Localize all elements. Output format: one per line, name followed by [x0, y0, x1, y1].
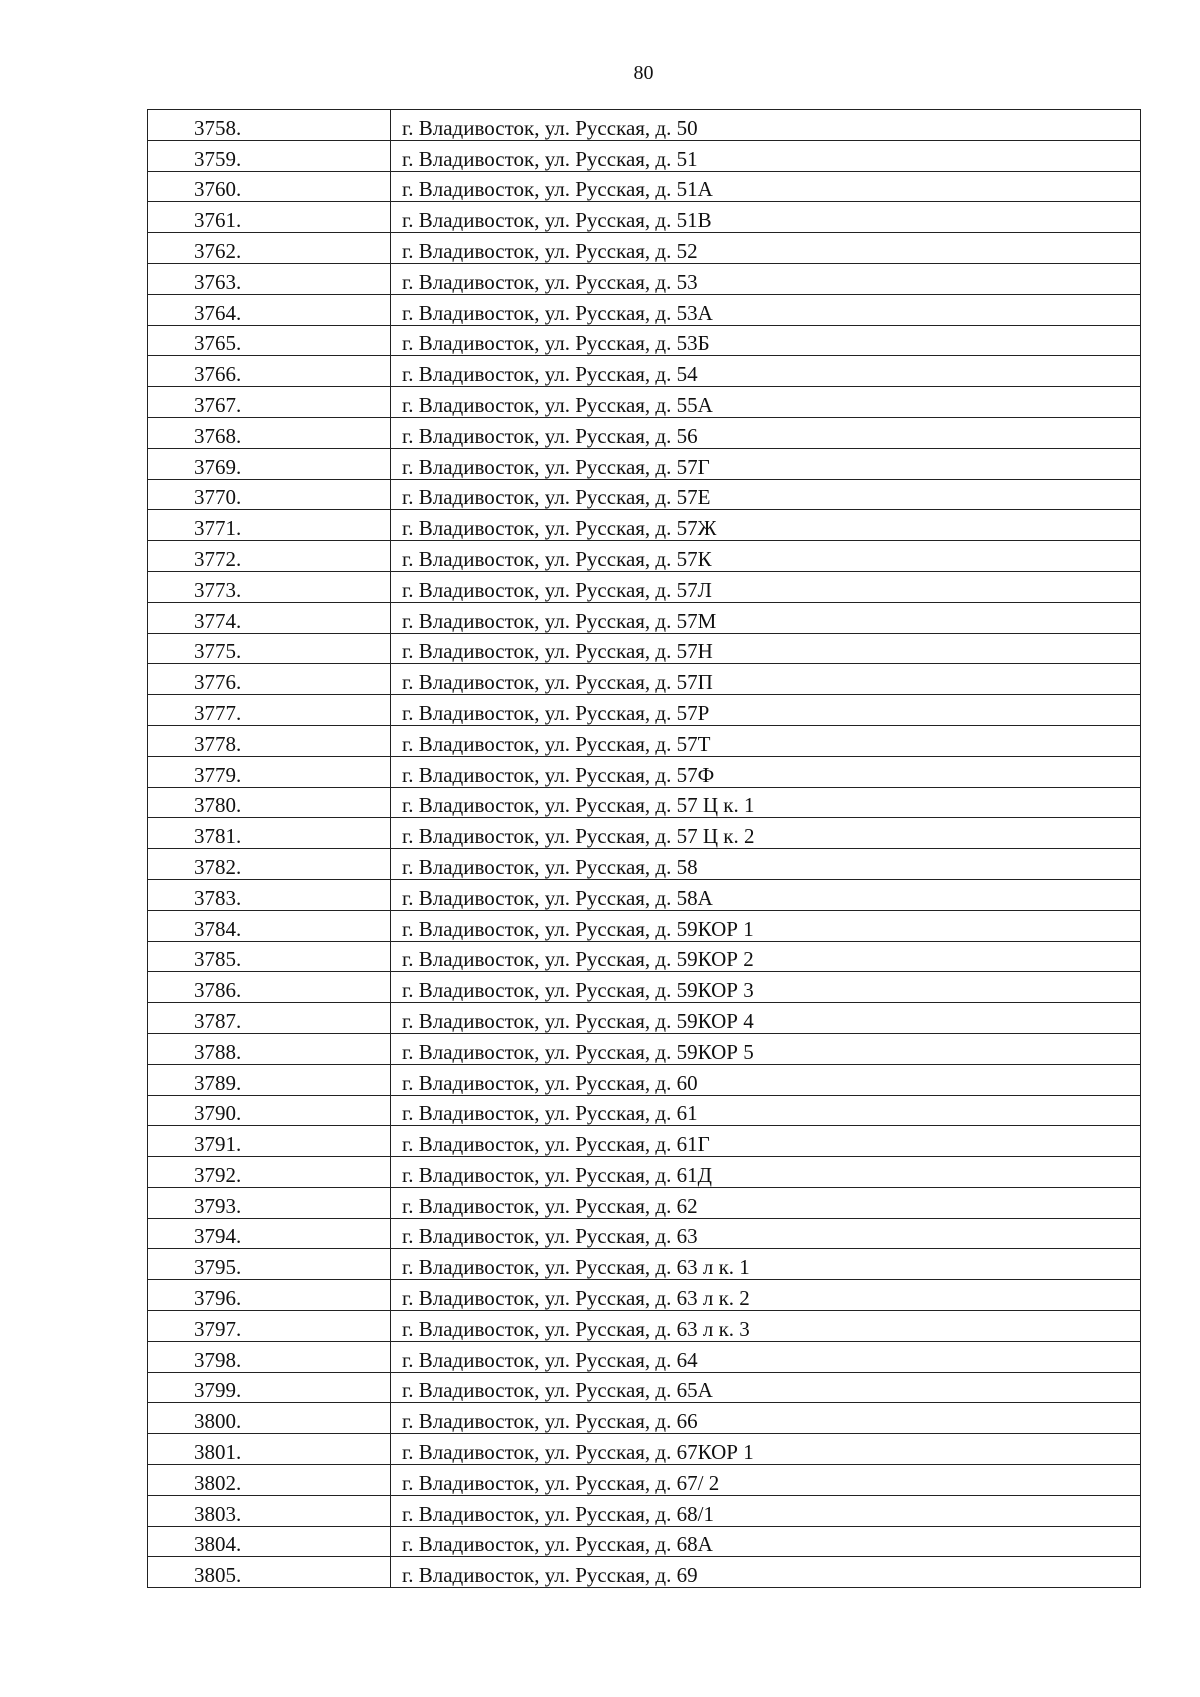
row-number-cell: 3765. [148, 325, 391, 356]
row-number-cell: 3784. [148, 910, 391, 941]
address-cell: г. Владивосток, ул. Русская, д. 64 [391, 1341, 1141, 1372]
table-row [148, 510, 1141, 541]
row-number-cell: 3792. [148, 1157, 391, 1188]
row-number-cell: 3803. [148, 1495, 391, 1526]
table-row [148, 972, 1141, 1003]
row-number-cell: 3780. [148, 787, 391, 818]
row-number-cell: 3802. [148, 1465, 391, 1496]
table-row [148, 448, 1141, 479]
address-cell: г. Владивосток, ул. Русская, д. 59КОР 2 [391, 941, 1141, 972]
address-cell: г. Владивосток, ул. Русская, д. 65А [391, 1372, 1141, 1403]
table-row [148, 1033, 1141, 1064]
table-row [148, 1557, 1141, 1588]
address-cell: г. Владивосток, ул. Русская, д. 57Р [391, 695, 1141, 726]
row-number-cell: 3801. [148, 1434, 391, 1465]
address-cell: г. Владивосток, ул. Русская, д. 54 [391, 356, 1141, 387]
table-row [148, 941, 1141, 972]
address-table-body [148, 110, 1141, 1588]
row-number-cell: 3785. [148, 941, 391, 972]
address-cell: г. Владивосток, ул. Русская, д. 57К [391, 541, 1141, 572]
table-row [148, 1372, 1141, 1403]
row-number-cell: 3759. [148, 140, 391, 171]
row-number-cell: 3779. [148, 756, 391, 787]
address-cell: г. Владивосток, ул. Русская, д. 52 [391, 233, 1141, 264]
table-row [148, 1064, 1141, 1095]
table-row [148, 1526, 1141, 1557]
address-cell: г. Владивосток, ул. Русская, д. 51 [391, 140, 1141, 171]
address-cell: г. Владивосток, ул. Русская, д. 57М [391, 602, 1141, 633]
row-number-cell: 3793. [148, 1187, 391, 1218]
row-number-cell: 3772. [148, 541, 391, 572]
address-cell: г. Владивосток, ул. Русская, д. 68/1 [391, 1495, 1141, 1526]
row-number-cell: 3774. [148, 602, 391, 633]
row-number-cell: 3764. [148, 294, 391, 325]
row-number-cell: 3758. [148, 110, 391, 141]
table-row [148, 233, 1141, 264]
table-row [148, 1218, 1141, 1249]
table-row [148, 695, 1141, 726]
row-number-cell: 3776. [148, 664, 391, 695]
table-row [148, 1341, 1141, 1372]
address-cell: г. Владивосток, ул. Русская, д. 63 л к. 1 [391, 1249, 1141, 1280]
address-cell: г. Владивосток, ул. Русская, д. 58 [391, 849, 1141, 880]
table-row [148, 818, 1141, 849]
table-row [148, 140, 1141, 171]
address-cell: г. Владивосток, ул. Русская, д. 59КОР 1 [391, 910, 1141, 941]
row-number-cell: 3790. [148, 1095, 391, 1126]
row-number-cell: 3773. [148, 571, 391, 602]
table-row [148, 756, 1141, 787]
table-row [148, 417, 1141, 448]
table-row [148, 664, 1141, 695]
table-row [148, 171, 1141, 202]
row-number-cell: 3775. [148, 633, 391, 664]
address-cell: г. Владивосток, ул. Русская, д. 63 л к. 3 [391, 1311, 1141, 1342]
address-cell: г. Владивосток, ул. Русская, д. 55А [391, 387, 1141, 418]
page-number: 80 [633, 62, 654, 84]
address-cell: г. Владивосток, ул. Русская, д. 53Б [391, 325, 1141, 356]
row-number-cell: 3763. [148, 263, 391, 294]
address-cell: г. Владивосток, ул. Русская, д. 51А [391, 171, 1141, 202]
table-row [148, 1095, 1141, 1126]
table-row [148, 1403, 1141, 1434]
address-cell: г. Владивосток, ул. Русская, д. 57Н [391, 633, 1141, 664]
row-number-cell: 3762. [148, 233, 391, 264]
address-cell: г. Владивосток, ул. Русская, д. 59КОР 3 [391, 972, 1141, 1003]
row-number-cell: 3770. [148, 479, 391, 510]
row-number-cell: 3797. [148, 1311, 391, 1342]
table-row [148, 356, 1141, 387]
table-row [148, 725, 1141, 756]
table-row [148, 849, 1141, 880]
address-cell: г. Владивосток, ул. Русская, д. 61Г [391, 1126, 1141, 1157]
row-number-cell: 3799. [148, 1372, 391, 1403]
address-cell: г. Владивосток, ул. Русская, д. 66 [391, 1403, 1141, 1434]
row-number-cell: 3794. [148, 1218, 391, 1249]
address-table [147, 109, 1141, 1588]
address-cell: г. Владивосток, ул. Русская, д. 57Г [391, 448, 1141, 479]
address-cell: г. Владивосток, ул. Русская, д. 57Е [391, 479, 1141, 510]
row-number-cell: 3805. [148, 1557, 391, 1588]
row-number-cell: 3795. [148, 1249, 391, 1280]
address-cell: г. Владивосток, ул. Русская, д. 62 [391, 1187, 1141, 1218]
row-number-cell: 3769. [148, 448, 391, 479]
address-cell: г. Владивосток, ул. Русская, д. 51В [391, 202, 1141, 233]
row-number-cell: 3788. [148, 1033, 391, 1064]
table-row [148, 1434, 1141, 1465]
table-row [148, 910, 1141, 941]
table-row [148, 294, 1141, 325]
address-cell: г. Владивосток, ул. Русская, д. 57Ж [391, 510, 1141, 541]
table-row [148, 263, 1141, 294]
table-row [148, 1187, 1141, 1218]
address-cell: г. Владивосток, ул. Русская, д. 57Т [391, 725, 1141, 756]
address-cell: г. Владивосток, ул. Русская, д. 67/ 2 [391, 1465, 1141, 1496]
table-row [148, 602, 1141, 633]
row-number-cell: 3800. [148, 1403, 391, 1434]
address-cell: г. Владивосток, ул. Русская, д. 61Д [391, 1157, 1141, 1188]
row-number-cell: 3766. [148, 356, 391, 387]
table-row [148, 387, 1141, 418]
row-number-cell: 3796. [148, 1280, 391, 1311]
table-row [148, 202, 1141, 233]
address-cell: г. Владивосток, ул. Русская, д. 63 л к. 2 [391, 1280, 1141, 1311]
address-cell: г. Владивосток, ул. Русская, д. 60 [391, 1064, 1141, 1095]
table-row [148, 541, 1141, 572]
address-cell: г. Владивосток, ул. Русская, д. 57 Ц к. 1 [391, 787, 1141, 818]
table-row [148, 325, 1141, 356]
row-number-cell: 3771. [148, 510, 391, 541]
row-number-cell: 3787. [148, 1003, 391, 1034]
address-cell: г. Владивосток, ул. Русская, д. 50 [391, 110, 1141, 141]
row-number-cell: 3798. [148, 1341, 391, 1372]
table-row [148, 479, 1141, 510]
address-cell: г. Владивосток, ул. Русская, д. 57Ф [391, 756, 1141, 787]
address-cell: г. Владивосток, ул. Русская, д. 58А [391, 879, 1141, 910]
address-cell: г. Владивосток, ул. Русская, д. 53 [391, 263, 1141, 294]
address-cell: г. Владивосток, ул. Русская, д. 67КОР 1 [391, 1434, 1141, 1465]
address-cell: г. Владивосток, ул. Русская, д. 59КОР 5 [391, 1033, 1141, 1064]
row-number-cell: 3789. [148, 1064, 391, 1095]
address-cell: г. Владивосток, ул. Русская, д. 61 [391, 1095, 1141, 1126]
table-row [148, 1249, 1141, 1280]
address-cell: г. Владивосток, ул. Русская, д. 63 [391, 1218, 1141, 1249]
table-row [148, 1495, 1141, 1526]
table-row [148, 1157, 1141, 1188]
table-row [148, 787, 1141, 818]
row-number-cell: 3791. [148, 1126, 391, 1157]
table-row [148, 1280, 1141, 1311]
address-cell: г. Владивосток, ул. Русская, д. 69 [391, 1557, 1141, 1588]
address-cell: г. Владивосток, ул. Русская, д. 57 Ц к. 2 [391, 818, 1141, 849]
row-number-cell: 3777. [148, 695, 391, 726]
address-cell: г. Владивосток, ул. Русская, д. 59КОР 4 [391, 1003, 1141, 1034]
row-number-cell: 3804. [148, 1526, 391, 1557]
address-cell: г. Владивосток, ул. Русская, д. 57П [391, 664, 1141, 695]
address-cell: г. Владивосток, ул. Русская, д. 56 [391, 417, 1141, 448]
table-row [148, 633, 1141, 664]
row-number-cell: 3781. [148, 818, 391, 849]
table-row [148, 1311, 1141, 1342]
address-cell: г. Владивосток, ул. Русская, д. 68А [391, 1526, 1141, 1557]
table-row [148, 571, 1141, 602]
address-cell: г. Владивосток, ул. Русская, д. 57Л [391, 571, 1141, 602]
row-number-cell: 3786. [148, 972, 391, 1003]
row-number-cell: 3767. [148, 387, 391, 418]
table-row [148, 879, 1141, 910]
row-number-cell: 3783. [148, 879, 391, 910]
table-row [148, 1003, 1141, 1034]
row-number-cell: 3782. [148, 849, 391, 880]
row-number-cell: 3768. [148, 417, 391, 448]
row-number-cell: 3760. [148, 171, 391, 202]
row-number-cell: 3761. [148, 202, 391, 233]
row-number-cell: 3778. [148, 725, 391, 756]
table-row [148, 1126, 1141, 1157]
table-row [148, 1465, 1141, 1496]
table-row [148, 110, 1141, 141]
address-cell: г. Владивосток, ул. Русская, д. 53А [391, 294, 1141, 325]
